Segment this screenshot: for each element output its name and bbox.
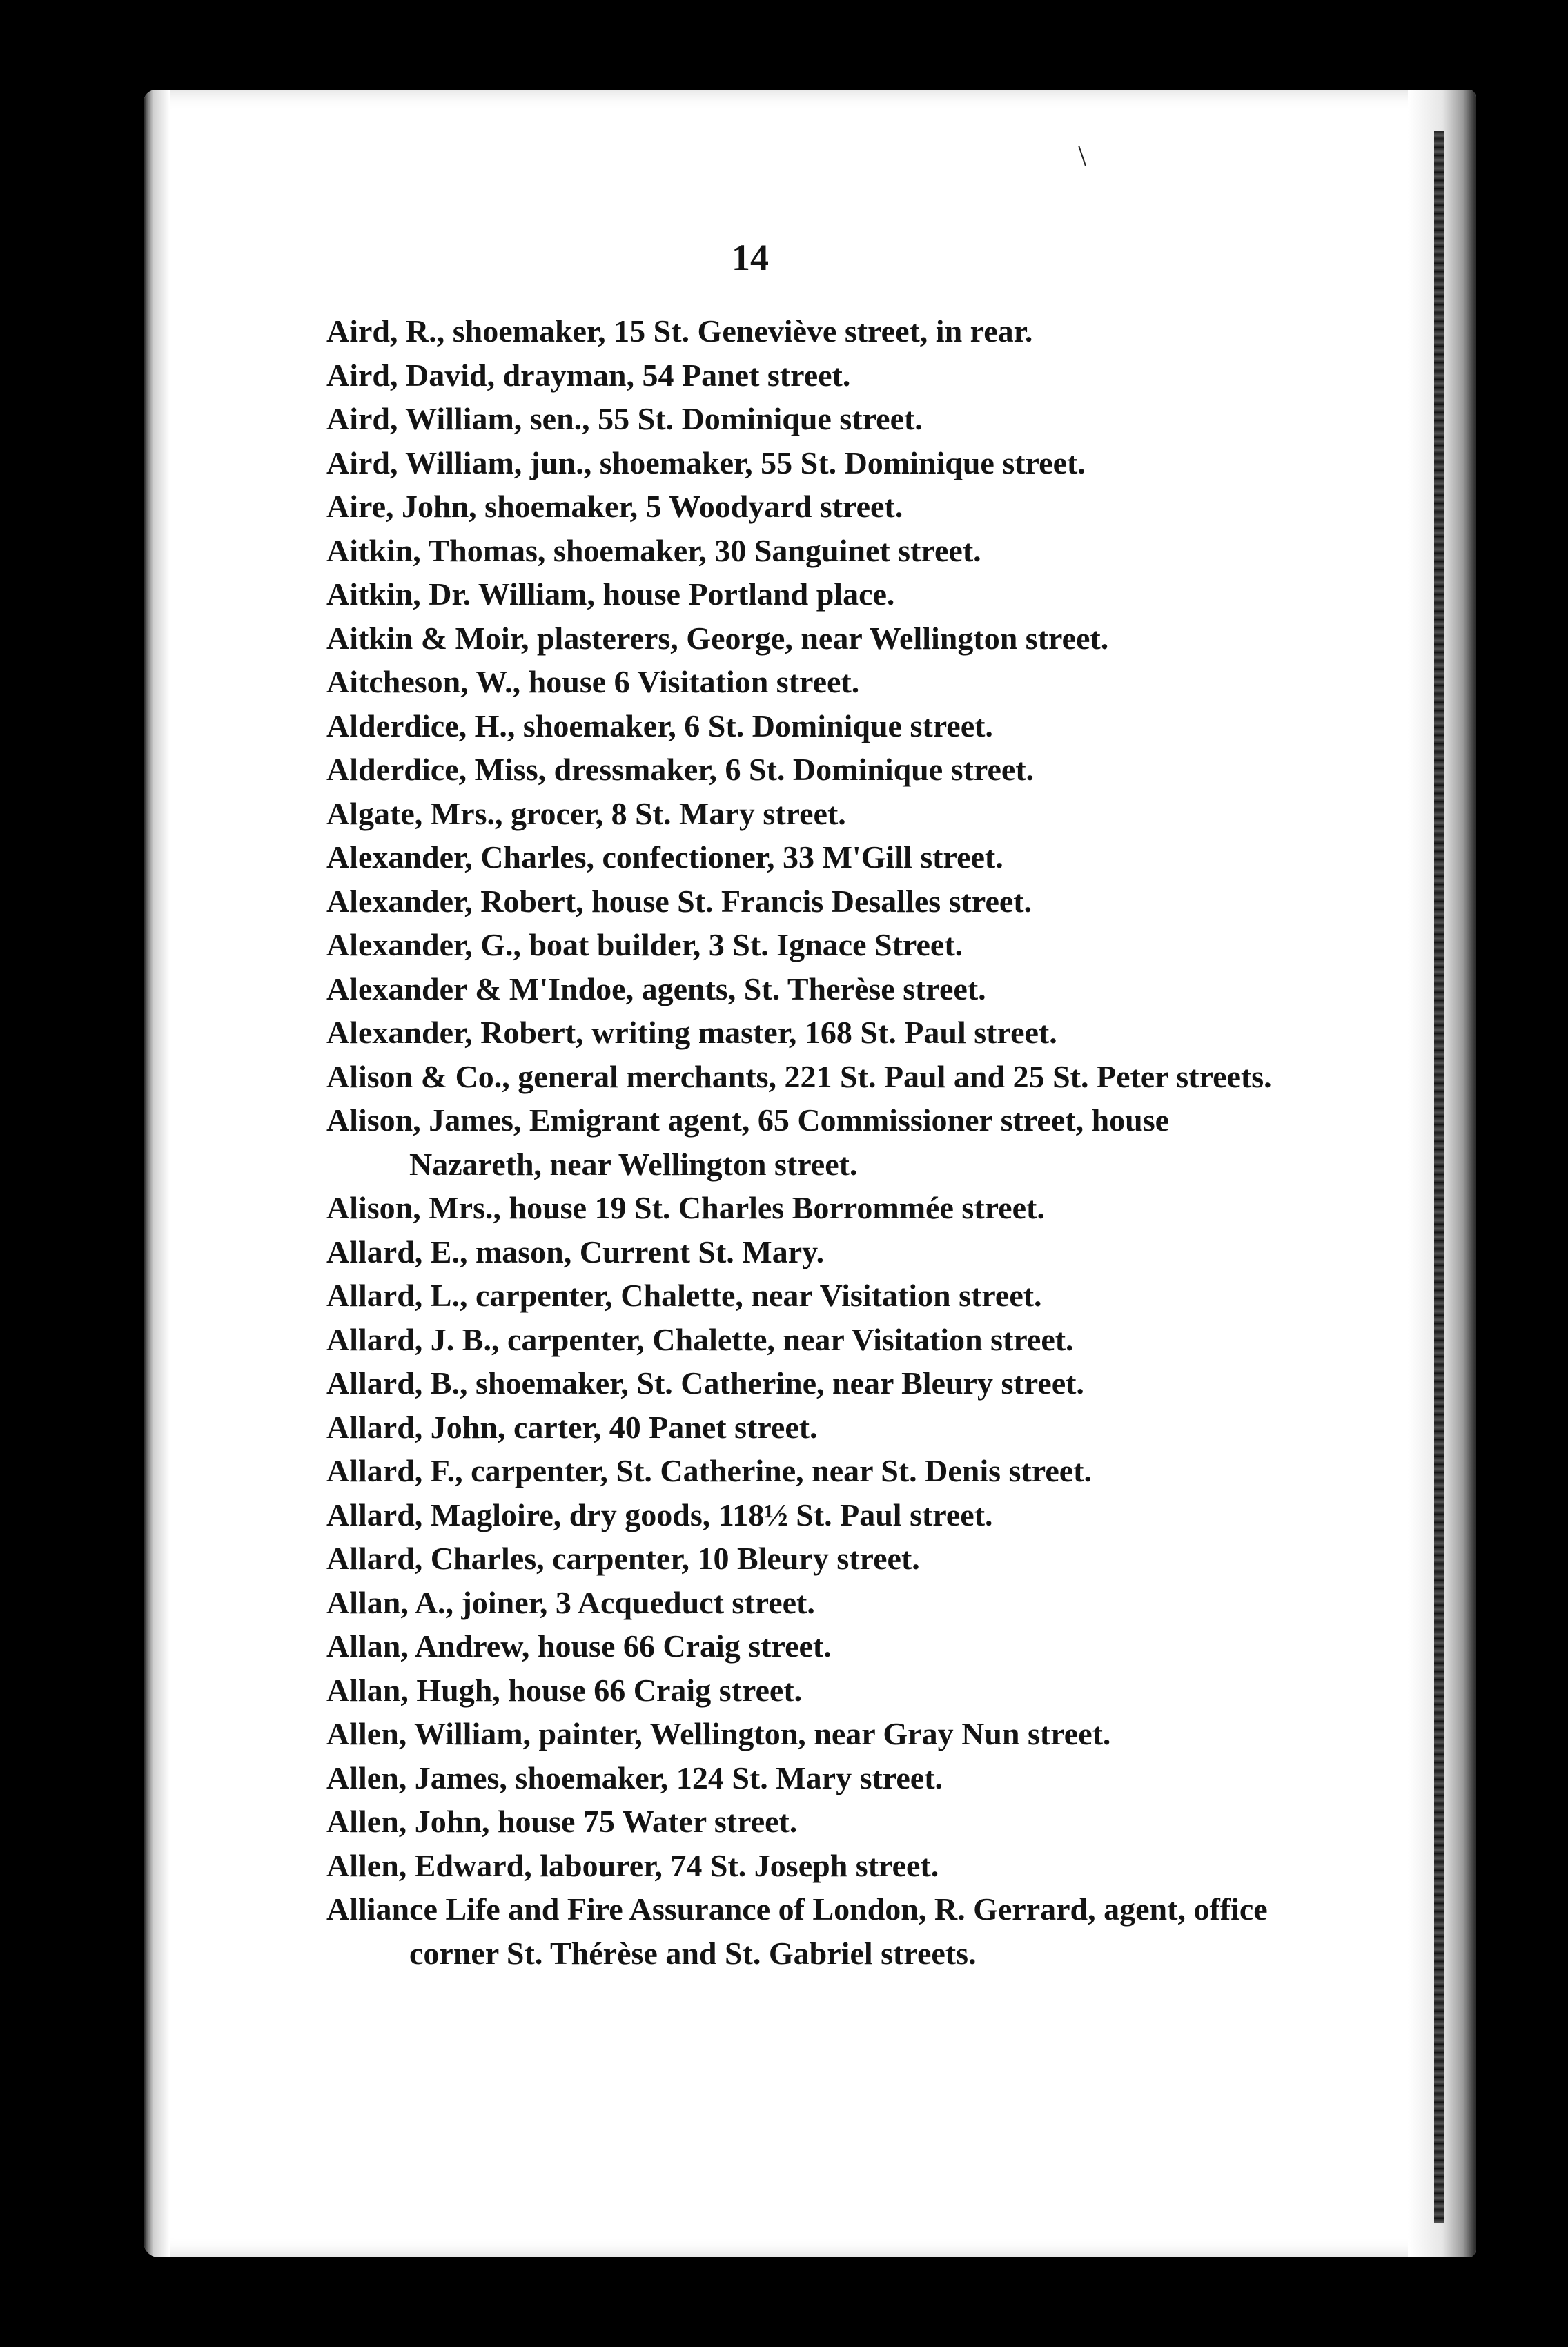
directory-entry: Alexander, Charles, confectioner, 33 M'Gill street. (326, 839, 1003, 875)
directory-entry: Allard, E., mason, Current St. Mary. (326, 1234, 825, 1269)
directory-entry: Alexander, Robert, house St. Francis Desalles street. (326, 883, 1032, 919)
directory-entry: Allard, L., carpenter, Chalette, near Visitation street. (326, 1278, 1042, 1313)
scan-mark: \ (1078, 139, 1087, 173)
directory-entry: Allard, J. B., carpenter, Chalette, near Visitation street. (326, 1321, 1074, 1357)
directory-entry: Aird, William, jun., shoemaker, 55 St. Dominique street. (326, 445, 1086, 480)
directory-entry: Allard, B., shoemaker, St. Catherine, near Bleury street. (326, 1365, 1084, 1401)
directory-entry: Algate, Mrs., grocer, 8 St. Mary street. (326, 795, 846, 831)
directory-entry: Allard, F., carpenter, St. Catherine, near St. Denis street. (326, 1453, 1092, 1488)
directory-entry: Allard, Magloire, dry goods, 118½ St. Paul street. (326, 1497, 993, 1532)
directory-entry: Allen, William, painter, Wellington, near Gray Nun street. (326, 1716, 1111, 1751)
directory-entry: Allard, John, carter, 40 Panet street. (326, 1409, 818, 1445)
directory-entry: Allan, Andrew, house 66 Craig street. (326, 1628, 832, 1664)
directory-entry: Alison & Co., general merchants, 221 St. Paul and 25 St. Peter streets. (326, 1058, 1272, 1094)
directory-entry: Aird, William, sen., 55 St. Dominique street. (326, 401, 923, 436)
page-number: 14 (732, 237, 769, 278)
directory-entry: Aire, John, shoemaker, 5 Woodyard street. (326, 489, 903, 524)
page-left-edge (144, 90, 170, 2257)
directory-entry: Aird, R., shoemaker, 15 St. Geneviève street, in rear. (326, 313, 1033, 349)
directory-entry: Allen, John, house 75 Water street. (326, 1804, 798, 1839)
directory-entry: Alison, Mrs., house 19 St. Charles Borrommée street. (326, 1190, 1045, 1225)
directory-entry: Alison, James, Emigrant agent, 65 Commissioner street, house Nazareth, near Wellington street. (326, 1102, 1170, 1182)
directory-entry: Allard, Charles, carpenter, 10 Bleury street. (326, 1541, 920, 1576)
directory-entry: Aitkin, Dr. William, house Portland place. (326, 576, 895, 612)
directory-entry: Allen, Edward, labourer, 74 St. Joseph street. (326, 1847, 939, 1883)
directory-entry: Aitkin & Moir, plasterers, George, near Wellington street. (326, 620, 1109, 656)
directory-entry: Aird, David, drayman, 54 Panet street. (326, 357, 851, 393)
directory-entry: Allan, Hugh, house 66 Craig street. (326, 1672, 803, 1708)
directory-entry: Alderdice, H., shoemaker, 6 St. Dominique street. (326, 708, 993, 743)
directory-entry: Alderdice, Miss, dressmaker, 6 St. Dominique street. (326, 752, 1035, 787)
directory-entry: Aitcheson, W., house 6 Visitation street. (326, 664, 860, 699)
directory-entry: Aitkin, Thomas, shoemaker, 30 Sanguinet street. (326, 532, 981, 568)
directory-entry: Allan, A., joiner, 3 Acqueduct street. (326, 1584, 815, 1620)
directory-entry: Alexander, G., boat builder, 3 St. Ignace Street. (326, 927, 963, 962)
binding-edge (1434, 131, 1444, 2223)
directory-entry: Alexander, Robert, writing master, 168 St. Paul street. (326, 1015, 1057, 1050)
directory-entries (326, 309, 1293, 1975)
directory-entry: Alliance Life and Fire Assurance of London, R. Gerrard, agent, office corner St. Thérèse and St. Gabriel streets. (326, 1891, 1268, 1971)
directory-entry: Allen, James, shoemaker, 124 St. Mary street. (326, 1760, 943, 1795)
directory-entry: Alexander & M'Indoe, agents, St. Therèse street. (326, 971, 986, 1006)
